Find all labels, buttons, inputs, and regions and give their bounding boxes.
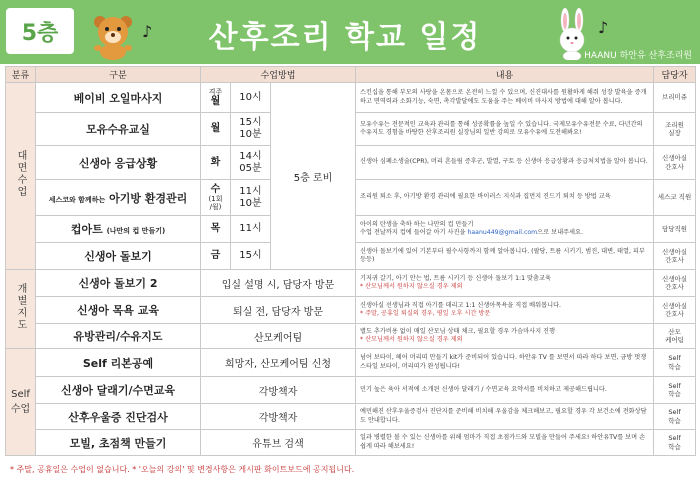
column-header-content: 내용 xyxy=(356,67,654,83)
staff-cell: 브리미쥬 xyxy=(654,83,696,113)
method-cell: 희망자, 산모케어팀 신청 xyxy=(201,349,356,377)
method-cell: 각방책자 xyxy=(201,377,356,404)
content-text: 아이의 탄생을 축하 하는 나만의 컵 만들기 수업 전날까지 컵에 들어갈 아기 사진을 haanu449@gmail.com으로 보내주세요. xyxy=(360,220,583,236)
staff-cell: 신생아실 간호사 xyxy=(654,243,696,270)
table-row xyxy=(6,83,696,113)
program-suffix: (나만의 컵 만들기) xyxy=(106,227,166,235)
section-text: Self수업 xyxy=(10,389,31,415)
brand-logo: HAANU 하안유 산후조리원 xyxy=(584,51,692,61)
section-text: 개별지도 xyxy=(15,282,26,331)
program-name: 모유수유교실 xyxy=(36,113,201,146)
content-cell: 일과 병렬한 볼 수 있는 신생아를 위해 엄마가 직접 초점카드와 모빌을 만들어 주세요! 하안유TV를 보며 손쉽게 따라 해보세요! xyxy=(356,430,654,456)
program-name: 신생아 응급상황 xyxy=(36,146,201,180)
email-link[interactable]: haanu449@gmail.com xyxy=(467,229,538,236)
day-cell: 목 xyxy=(201,216,231,243)
table-row xyxy=(6,297,696,324)
content-cell xyxy=(356,270,654,297)
music-note-icon: ♪ xyxy=(142,22,153,41)
day-cell xyxy=(201,83,231,113)
staff-cell: Self 학습 xyxy=(654,377,696,404)
table-row xyxy=(6,349,696,377)
music-note-icon: ♪ xyxy=(598,18,609,37)
content-note: * 산모님께서 원하지 않으실 경우 제외 xyxy=(360,283,463,290)
section-label-individual xyxy=(6,270,36,349)
method-cell: 산모케어팀 xyxy=(201,324,356,349)
staff-cell: 신생아실 간호사 xyxy=(654,270,696,297)
day-cell: 월 xyxy=(201,113,231,146)
section-label-group xyxy=(6,83,36,270)
table-row xyxy=(6,377,696,404)
section-label-self xyxy=(6,349,36,456)
method-cell: 퇴실 전, 담당자 방문 xyxy=(201,297,356,324)
program-name: 신생아 달래기/수면교육 xyxy=(36,377,201,404)
header-banner xyxy=(0,0,700,64)
content-cell: 스킨십을 통해 부모의 사랑을 온몸으로 온전히 느낄 수 있으며, 신진대사를 원활하게 해줘 성장 발육을 증개 하고 면역력과 소화기능, 숙면, 촉각발달에도 도움을 주는 베이비 마사지 방법에 대해 알아 봅니다. xyxy=(356,83,654,113)
floor-label: 5층 xyxy=(6,8,74,54)
method-cell: 유튜브 검색 xyxy=(201,430,356,456)
staff-cell: 조리원 실장 xyxy=(654,113,696,146)
staff-cell: Self 학습 xyxy=(654,430,696,456)
content-note: * 주말, 공휴일 퇴실의 경우, 평일 오후 시간 방문 xyxy=(360,310,491,317)
program-name: 아기방 환경관리 xyxy=(109,191,188,205)
day-cell: 화 xyxy=(201,146,231,180)
time-cell: 15시 10분 xyxy=(231,113,271,146)
column-header-method: 수업방법 xyxy=(201,67,356,83)
staff-cell: Self 학습 xyxy=(654,404,696,430)
time-cell: 15시 xyxy=(231,243,271,270)
table-row xyxy=(6,430,696,456)
content-cell: 모유수유는 전문적인 교육과 관리를 통해 성공확률을 높일 수 있습니다. 국제모유수유전문 수료, 다년간의 수유지도 경험을 바탕한 산후조리원 실장님의 일반 강의로 모유수유에 도전해봐요! xyxy=(356,113,654,146)
program-name: 베이비 오일마사지 xyxy=(36,83,201,113)
content-text: 기저귀 갈기, 아기 안는 법, 트름 시키기 등 신생아 돌보기 1:1 맞춤교육 xyxy=(360,274,551,282)
content-cell xyxy=(356,216,654,243)
program-prefix: 세스코와 함께하는 xyxy=(48,195,106,204)
column-header-staff: 담당자 xyxy=(654,67,696,83)
program-name: Self 리본공예 xyxy=(36,349,201,377)
staff-cell: 세스코 직원 xyxy=(654,180,696,216)
section-text: 대면수업 xyxy=(15,149,26,198)
program-name: 신생아 돌보기 2 xyxy=(36,270,201,297)
day-label: 수 xyxy=(210,183,221,195)
footer-notice: * 주말, 공휴일은 수업이 없습니다. * '오늘의 강의' 및 변경사항은 게시판 화이트보드에 공지됩니다. xyxy=(10,465,355,474)
table-row xyxy=(6,404,696,430)
page-title: 산후조리 학교 일정 xyxy=(208,20,482,55)
content-text: 별도 추가비용 없이 매일 산모님 상태 체크, 필요할 경우 가슴마사지 진행 xyxy=(360,327,555,335)
shared-location: 5층 로비 xyxy=(271,83,356,270)
content-cell: 넘어 보타이, 헤어 머리띠 만들기 kit가 준비되어 있습니다. 하안유 TV 를 보면서 따라 하다 보면, 금방 멋쟁스타일 보타이, 머리띠가 완성됩니다! xyxy=(356,349,654,377)
program-name: 신생아 돌보기 xyxy=(36,243,201,270)
program-name-cell xyxy=(36,216,201,243)
staff-cell: 담당직원 xyxy=(654,216,696,243)
column-header-section: 분류 xyxy=(6,67,36,83)
day-note: (1회 /월) xyxy=(208,195,223,212)
bear-mascot-icon xyxy=(88,12,138,60)
table-row xyxy=(6,270,696,297)
content-cell: 신생아 돌보기에 있어 기본부터 필수사항까지 함께 알아봅니다. (팔당, 트름 시키기, 범진, 대변, 태열, 피부 등등) xyxy=(356,243,654,270)
table-row xyxy=(6,324,696,349)
staff-cell: 신생아실 간호사 xyxy=(654,146,696,180)
program-name: 모빌, 초점책 만들기 xyxy=(36,430,201,456)
content-cell: 조리원 퇴소 후, 아기방 환경 관리에 필요한 바이러스 지식과 집먼지 진드기 퇴치 등 방법 교육 xyxy=(356,180,654,216)
content-text: 신생아실 선생님과 직접 아기를 데리고 1:1 신생아목욕을 직접 배워봅니다. xyxy=(360,301,562,309)
time-cell: 11시 xyxy=(231,216,271,243)
content-cell: 예민해진 산후우울증검사 진단지를 준비해 비치해 우울감을 체크해보고, 필요할 경우 각 보건소에 전화상담도 안내합니다. xyxy=(356,404,654,430)
content-cell: 신생아 심폐소생술(CPR), 머리 흔들림 증후군, 발열, 구토 등 신생아 응급상황과 응급처치법을 알아 봅니다. xyxy=(356,146,654,180)
content-cell xyxy=(356,297,654,324)
program-name: 산후우울증 진단검사 xyxy=(36,404,201,430)
day-cell: 금 xyxy=(201,243,231,270)
day-label: 월 xyxy=(210,95,221,107)
method-cell: 입실 설명 시, 담당자 방문 xyxy=(201,270,356,297)
staff-cell: 산모 케어팀 xyxy=(654,324,696,349)
column-header-program: 구분 xyxy=(36,67,201,83)
staff-cell: 신생아실 간호사 xyxy=(654,297,696,324)
schedule-table xyxy=(5,66,696,456)
program-name: 신생아 목욕 교육 xyxy=(36,297,201,324)
staff-cell: Self 학습 xyxy=(654,349,696,377)
day-cell xyxy=(201,180,231,216)
time-cell: 14시 05분 xyxy=(231,146,271,180)
content-note: * 산모님께서 원하지 않으실 경우 제외 xyxy=(360,336,463,343)
time-cell: 10시 xyxy=(231,83,271,113)
method-cell: 각방책자 xyxy=(201,404,356,430)
program-name: 유방관리/수유지도 xyxy=(36,324,201,349)
program-name-cell xyxy=(36,180,201,216)
content-cell xyxy=(356,324,654,349)
time-cell: 11시 10분 xyxy=(231,180,271,216)
day-note: 격주 xyxy=(208,87,223,96)
content-cell: 민기 높은 육아 서적에 소개된 신생아 달래기 / 수면교육 요약서를 비치하고 제공해드립니다. xyxy=(356,377,654,404)
program-name: 컵아트 xyxy=(70,223,103,236)
table-header-row xyxy=(6,67,696,83)
